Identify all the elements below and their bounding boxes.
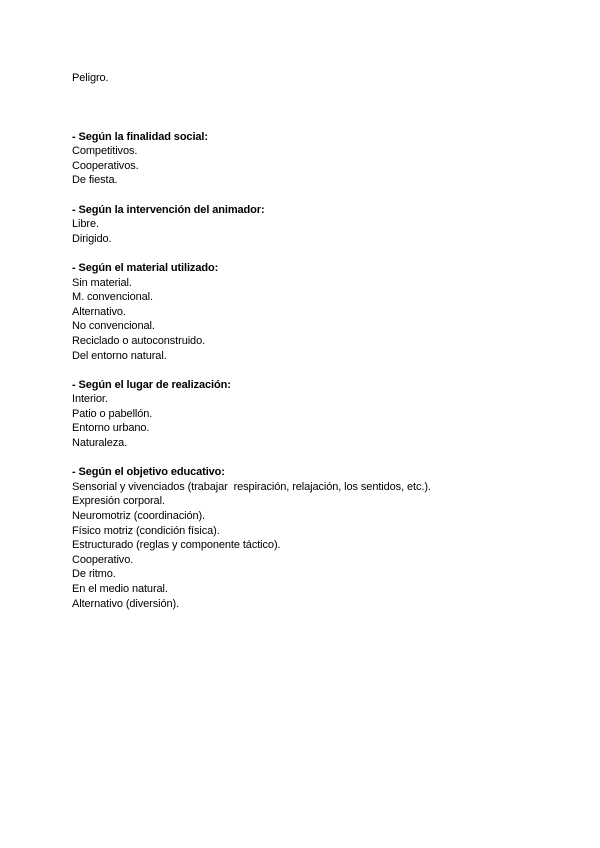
list-item: Cooperativo. (72, 553, 134, 566)
list-item: Libre. (72, 218, 99, 231)
list-item: En el medio natural. (72, 583, 168, 595)
section-finalidad-social (72, 130, 542, 188)
list-item: De ritmo. (72, 568, 116, 581)
list-item: Alternativo (diversión). (72, 597, 180, 610)
list-item: De fiesta. (72, 174, 118, 187)
intro-text: Peligro. (72, 72, 109, 84)
section-heading: - Según el lugar de realización: (72, 378, 231, 391)
list-item: Sensorial y vivenciados (trabajar respiración, relajación, los sentidos, etc.). (72, 480, 431, 493)
list-item: Físico motriz (condición física). (72, 524, 220, 537)
section-intervencion-animador (72, 203, 542, 247)
list-item: Competitivos. (72, 145, 138, 158)
list-item: Cooperativos. (72, 159, 139, 172)
document-body (72, 71, 542, 626)
section-heading: - Según la finalidad social: (72, 130, 208, 143)
list-item: Naturaleza. (72, 437, 128, 450)
list-item: Expresión corporal. (72, 495, 165, 508)
list-item: Patio o pabellón. (72, 407, 153, 420)
list-item: M. convencional. (72, 291, 153, 304)
section-heading: - Según el material utilizado: (72, 261, 219, 274)
list-item: Estructurado (reglas y componente táctico). (72, 539, 281, 552)
section-heading: - Según el objetivo educativo: (72, 466, 225, 479)
list-item: Entorno urbano. (72, 422, 150, 435)
list-item: Del entorno natural. (72, 349, 167, 362)
list-item: Sin material. (72, 276, 132, 289)
section-lugar-realizacion (72, 378, 542, 451)
list-item: No convencional. (72, 320, 155, 333)
section-material-utilizado (72, 261, 542, 363)
section-heading: - Según la intervención del animador: (72, 203, 265, 216)
list-item: Dirigido. (72, 232, 112, 245)
list-item: Alternativo. (72, 305, 126, 318)
list-item: Neuromotriz (coordinación). (72, 510, 206, 523)
section-objetivo-educativo (72, 465, 542, 611)
list-item: Reciclado o autoconstruido. (72, 334, 206, 347)
list-item: Interior. (72, 393, 108, 406)
